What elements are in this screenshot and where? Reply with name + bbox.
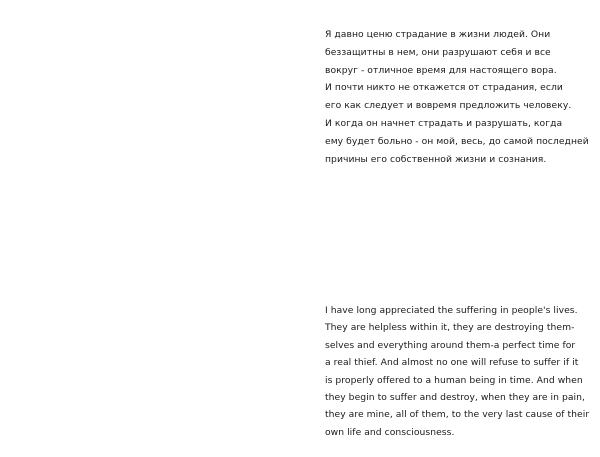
english-paragraph: [325, 302, 590, 441]
russian-line-8: причины его собственной жизни и сознания.: [325, 153, 547, 165]
english-line-5: is properly offered to a human being in time. And when: [325, 374, 583, 386]
russian-line-4: И почти никто не откажется от страдания, если: [325, 82, 563, 94]
russian-line-5: его как следует и вовремя предложить человеку.: [325, 100, 572, 112]
english-line-1: I have long appreciated the suffering in people's lives.: [325, 305, 578, 316]
english-line-4: a real thief. And almost no one will refuse to suffer if it: [325, 357, 579, 369]
english-line-3: selves and everything around them-a perfect time for: [325, 339, 576, 351]
russian-line-6: И когда он начнет страдать и разрушать, когда: [325, 117, 563, 129]
english-line-6: they begin to suffer and destroy, when they are in pain,: [325, 392, 585, 404]
russian-line-2: беззащитны в нем, они разрушают себя и все: [325, 46, 551, 58]
english-line-7: they are mine, all of them, to the very last cause of their: [325, 409, 590, 421]
english-line-2: They are helpless within it, they are destroying them-: [325, 322, 575, 334]
english-line-8: own life and consciousness.: [325, 426, 455, 438]
russian-line-1: Я давно ценю страдание в жизни людей. Они: [325, 29, 551, 40]
russian-line-7: ему будет больно - он мой, весь, до самой последней: [325, 135, 589, 147]
russian-paragraph: [325, 26, 587, 168]
russian-line-3: вокруг - отличное время для настоящего вора.: [325, 64, 557, 76]
